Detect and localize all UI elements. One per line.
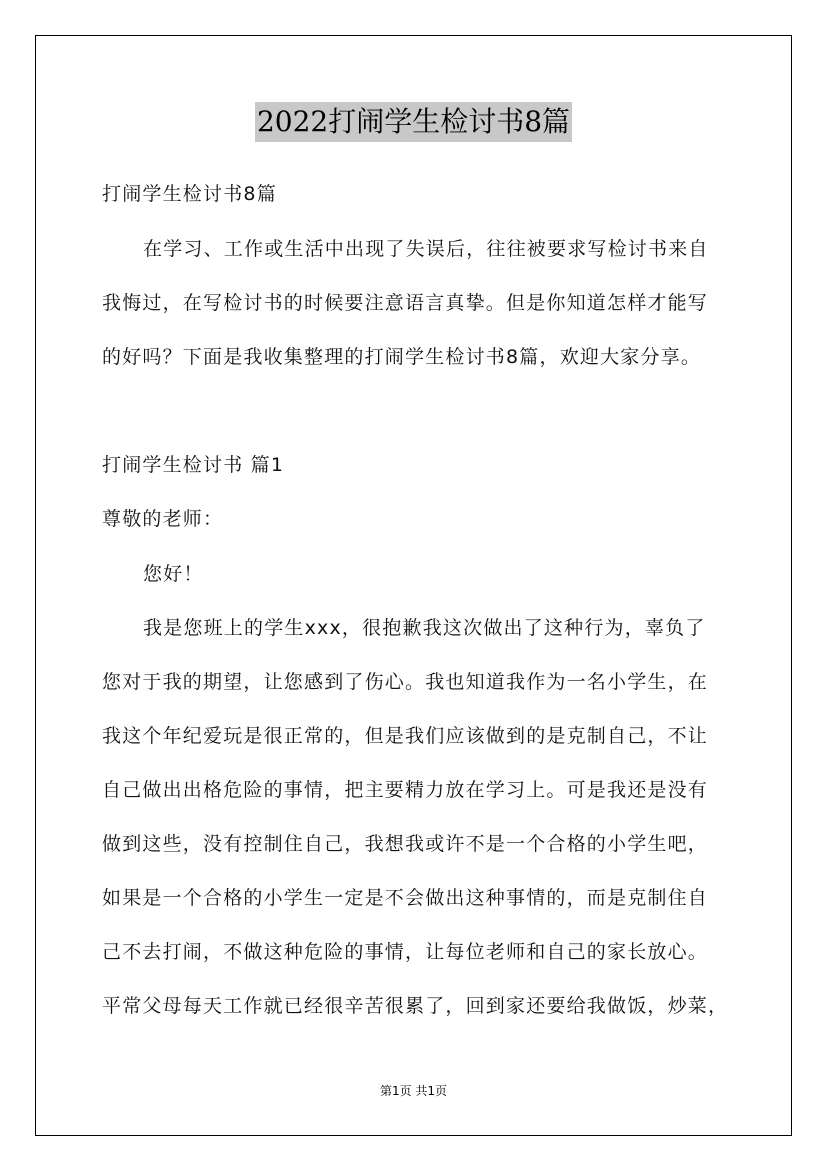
body-line: 平常父母每天工作就已经很辛苦很累了，回到家还要给我做饭，炒菜， [102, 995, 729, 1017]
salutation: 尊敬的老师： [102, 508, 224, 530]
section-heading: 打闹学生检讨书 篇1 [102, 454, 285, 476]
intro-line: 的好吗？下面是我收集整理的打闹学生检讨书8篇，欢迎大家分享。 [102, 346, 702, 368]
body-line: 您对于我的期望，让您感到了伤心。我也知道我作为一名小学生，在 [102, 671, 709, 693]
body-line: 如果是一个合格的小学生一定是不会做出这种事情的，而是克制住自 [102, 887, 709, 909]
body-line: 我这个年纪爱玩是很正常的，但是我们应该做到的是克制自己，不让 [102, 725, 709, 747]
body-line: 我是您班上的学生xxx，很抱歉我这次做出了这种行为，辜负了 [143, 617, 706, 639]
body-line: 己不去打闹，不做这种危险的事情，让每位老师和自己的家长放心。 [102, 941, 709, 963]
body-line: 自己做出出格危险的事情，把主要精力放在学习上。可是我还是没有 [102, 779, 709, 801]
body-line: 做到这些，没有控制住自己，我想我或许不是一个合格的小学生吧， [102, 833, 709, 855]
page-footer: 第1页 共1页 [379, 1084, 448, 1098]
document-title: 2022打闹学生检讨书8篇 [255, 102, 572, 142]
document-subtitle: 打闹学生检讨书8篇 [102, 183, 277, 205]
title-container [0, 102, 827, 142]
greeting: 您好！ [143, 563, 204, 585]
intro-line: 我悔过，在写检讨书的时候要注意语言真挚。但是你知道怎样才能写 [102, 292, 709, 314]
intro-line: 在学习、工作或生活中出现了失误后，往往被要求写检讨书来自 [143, 238, 709, 260]
